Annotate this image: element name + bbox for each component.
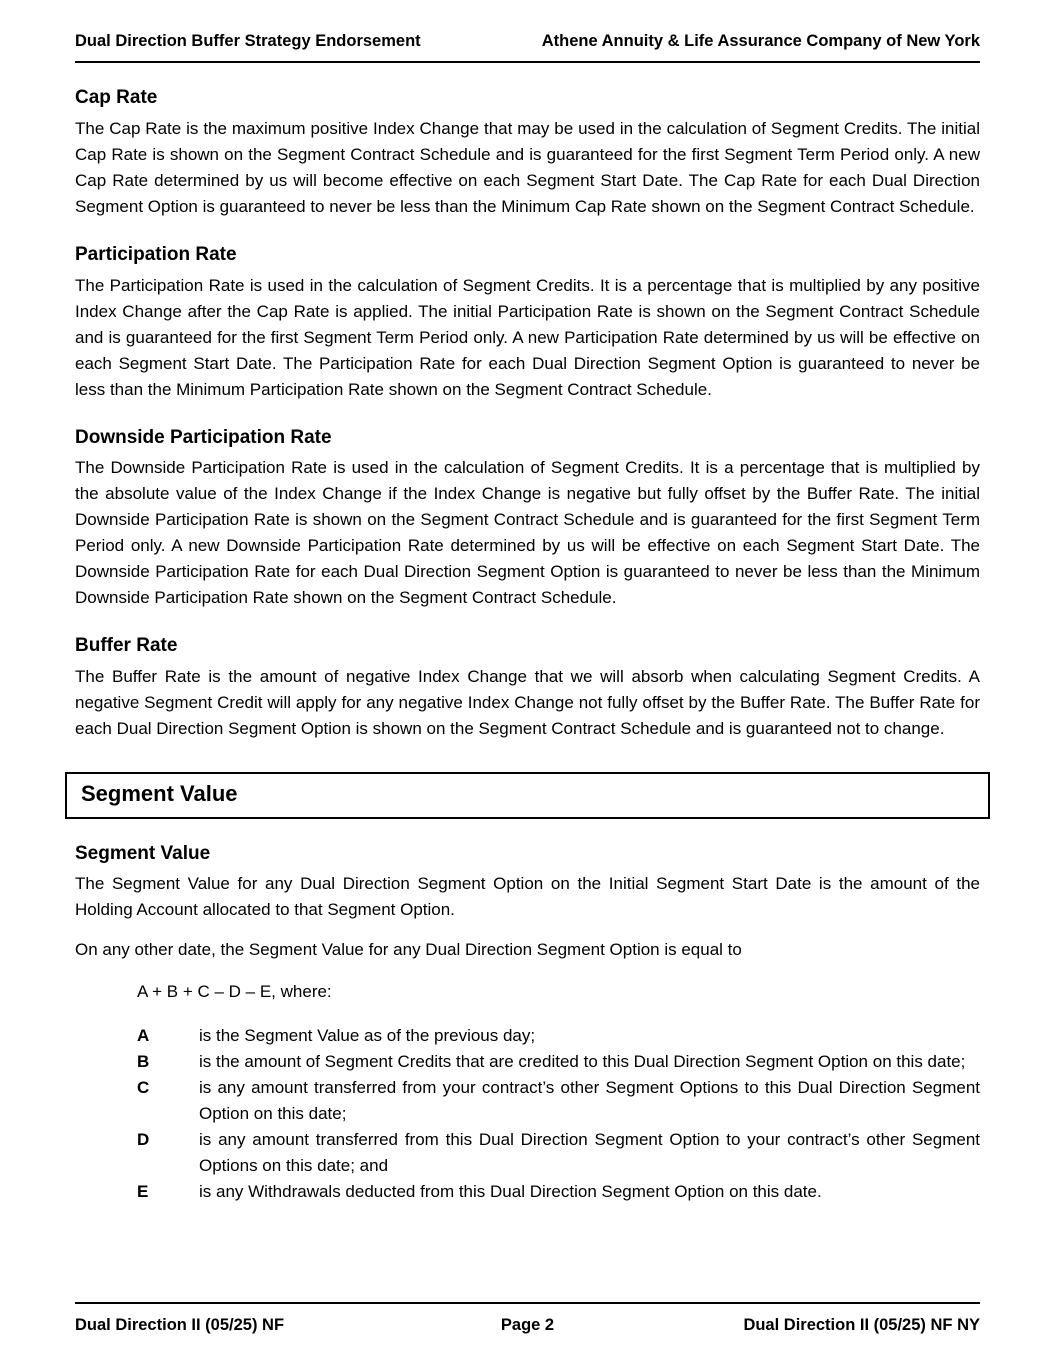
section-heading: Downside Participation Rate <box>75 426 332 448</box>
section-downside-participation-rate <box>75 427 980 612</box>
definition-text: is any Withdrawals deducted from this Dual Direction Segment Option on this date. <box>199 1182 822 1202</box>
boxed-section-title: Segment Value <box>65 772 990 818</box>
section-heading: Cap Rate <box>75 87 158 108</box>
definition-term: D <box>137 1130 150 1150</box>
footer-page-number: Page 2 <box>500 1316 555 1334</box>
footer-form-number-right: Dual Direction II (05/25) NF NY <box>743 1316 980 1334</box>
segment-value-paragraph-1: The Segment Value for any Dual Direction Segment Option on the Initial Segment Start Date is the amount of the Holding Account allocated to that Segment Option. <box>75 874 980 920</box>
definition-row <box>75 1023 980 1049</box>
section-body: The Cap Rate is the maximum positive Index Change that may be used in the calculation of Segment Credits. The initial Cap Rate is shown on the Segment Contract Schedule and is guaranteed for the first Segment Term Period only. A new Cap Rate determined by us will become effective on each Segment Start Date. The Cap Rate for each Dual Direction Segment Option is guaranteed to never be less than the Minimum Cap Rate shown on the Segment Contract Schedule. <box>75 118 980 216</box>
section-heading: Buffer Rate <box>75 635 178 657</box>
definition-row <box>75 1075 980 1127</box>
definition-term: C <box>137 1078 150 1098</box>
definition-row <box>75 1127 980 1179</box>
definition-text: is the Segment Value as of the previous day; <box>199 1026 536 1046</box>
definition-term: B <box>137 1052 150 1072</box>
section-body: The Participation Rate is used in the calculation of Segment Credits. It is a percentage that is multiplied by any positive Index Change after the Cap Rate is applied. The initial Participation Rate is shown on the Segment Contract Schedule and is guaranteed for the first Segment Term Period only. A new Participation Rate determined by us will be effective on each Segment Start Date. The Participation Rate for each Dual Direction Segment Option is guaranteed to never be less than the Minimum Participation Rate shown on the Segment Contract Schedule. <box>75 275 980 399</box>
section-body: The Downside Participation Rate is used in the calculation of Segment Credits. It is a percentage that is multiplied by the absolute value of the Index Change if the Index Change is negative but fully offset by the Buffer Rate. The initial Downside Participation Rate is shown on the Segment Contract Schedule and is guaranteed for the first Segment Term Period only. A new Downside Participation Rate determined by us will be effective on each Segment Start Date. The Downside Participation Rate for each Dual Direction Segment Option is guaranteed to never be less than the Minimum Downside Participation Rate shown on the Segment Contract Schedule. <box>75 458 980 608</box>
footer-form-number-left: Dual Direction II (05/25) NF <box>75 1316 285 1334</box>
section-heading: Segment Value <box>75 842 211 864</box>
document-footer <box>75 1302 980 1335</box>
section-participation-rate <box>75 244 980 403</box>
definition-row <box>75 1049 980 1075</box>
definition-list <box>75 1023 980 1205</box>
segment-value-paragraph-2: On any other date, the Segment Value for any Dual Direction Segment Option is equal to <box>75 940 742 960</box>
section-heading: Participation Rate <box>75 243 237 265</box>
section-body: The Buffer Rate is the amount of negative Index Change that we will absorb when calculating Segment Credits. A negative Segment Credit will apply for any negative Index Change not fully offset by the Buffer Rate. The Buffer Rate for each Dual Direction Segment Option is shown on the Segment Contract Schedule and is guaranteed not to change. <box>75 667 980 739</box>
header-title-right: Athene Annuity & Life Assurance Company of New York <box>541 32 980 50</box>
segment-value-formula: A + B + C – D – E, where: <box>137 982 332 1002</box>
definition-row <box>75 1179 980 1205</box>
definition-text: is any amount transferred from your contract’s other Segment Options to this Dual Direction Segment Option on this date; <box>199 1078 980 1124</box>
section-buffer-rate <box>75 635 980 742</box>
section-segment-value <box>75 843 980 1206</box>
definition-text: is the amount of Segment Credits that are credited to this Dual Direction Segment Option on this date; <box>199 1052 966 1072</box>
definition-term: E <box>137 1182 149 1202</box>
definition-term: A <box>137 1026 150 1046</box>
definition-text: is any amount transferred from this Dual Direction Segment Option to your contract’s other Segment Options on this date; and <box>199 1130 980 1176</box>
document-header <box>75 32 980 63</box>
section-cap-rate <box>75 87 980 220</box>
header-title-left: Dual Direction Buffer Strategy Endorsement <box>75 32 421 50</box>
